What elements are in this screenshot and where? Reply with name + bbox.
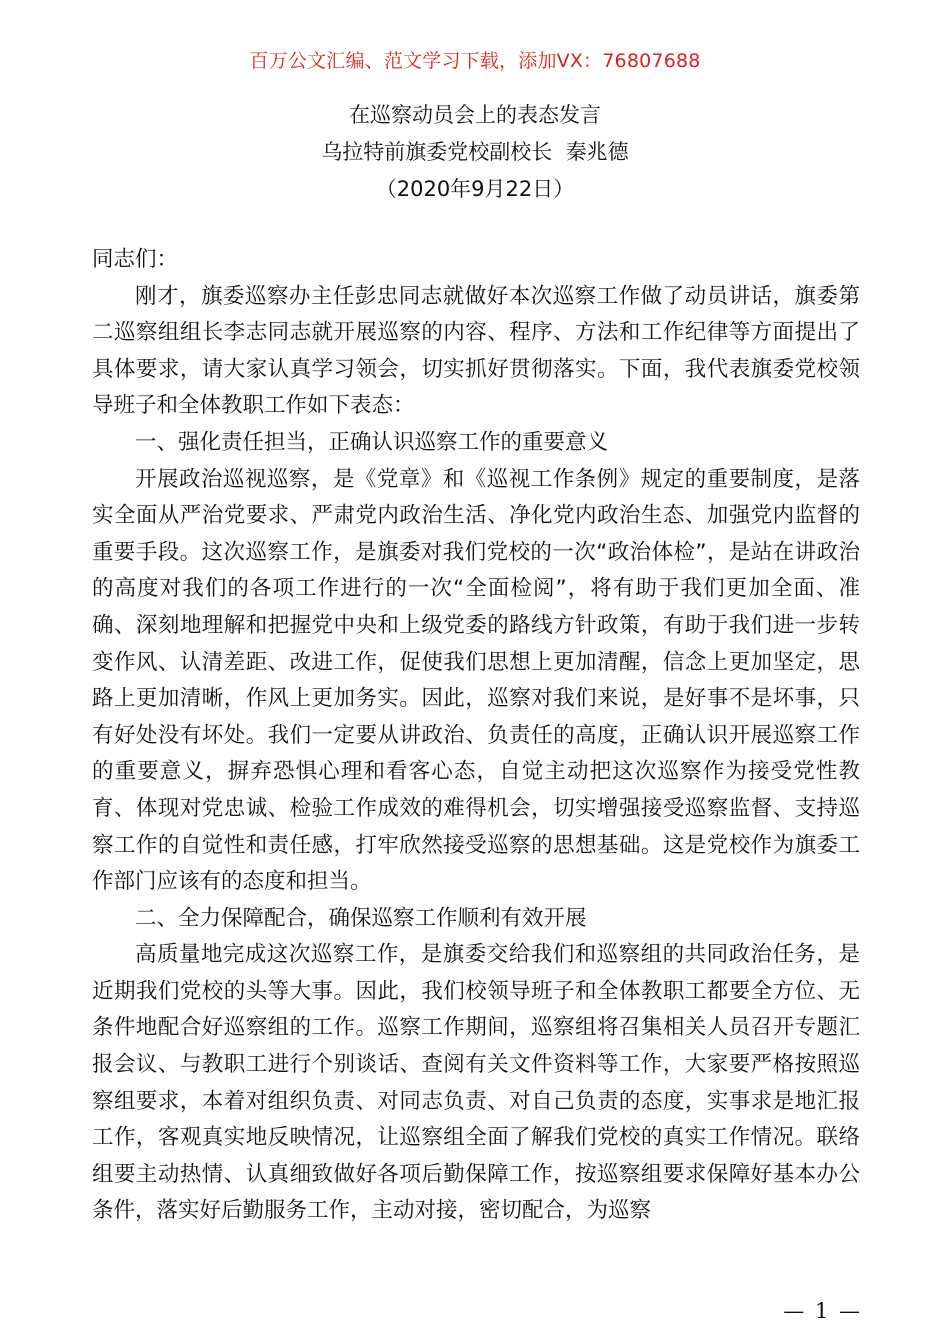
paragraph-section-1: 开展政治巡视巡察，是《党章》和《巡视工作条例》规定的重要制度，是落实全面从严治党要求、严肃党内政治生活、净化党内政治生态、加强党内监督的重要手段。这次巡察工作，是旗委对我们党校的一次“政治体检”，是站在讲政治的高度对我们的各项工作进行的一次“全面检阅”，将有助于我们更加全面、准确、深刻地理解和把握党中央和上级党委的路线方针政策，有助于我们进一步转变作风、认清差距、改进工作，促使我们思想上更加清醒，信念上更加坚定，思路上更加清晰，作风上更加务实。因此，巡察对我们来说，是好事不是坏事，只有好处没有坏处。我们一定要从讲政治、负责任的高度，正确认识开展巡察工作的重要意义，摒弃恐惧心理和看客心态，自觉主动把这次巡察作为接受党性教育、体现对党忠诚、检验工作成效的难得机会，切实增强接受巡察监督、支持巡察工作的自觉性和责任感，打牢欣然接受巡察的思想基础。这是党校作为旗委工作部门应该有的态度和担当。 xyxy=(92,466,860,895)
section-heading-2: 二、全力保障配合，确保巡察工作顺利有效开展 xyxy=(135,905,587,931)
document-date: （2020年9月22日） xyxy=(375,177,575,201)
salutation: 同志们： xyxy=(92,247,179,272)
paragraph-section-2: 高质量地完成这次巡察工作，是旗委交给我们和巡察组的共同政治任务，是近期我们党校的头等大事。因此，我们校领导班子和全体教职工都要全方位、无条件地配合好巡察组的工作。巡察工作期间，巡察组将召集相关人员召开专题汇报会议、与教职工进行个别谈话、查阅有关文件资料等工作，大家要严格按照巡察组要求，本着对组织负责、对同志负责、对自己负责的态度，实事求是地汇报工作，客观真实地反映情况，让巡察组全面了解我们党校的真实工作情况。联络组要主动热情、认真细致做好各项后勤保障工作，按巡察组要求保障好基本办公条件，落实好后勤服务工作，主动对接，密切配合，为巡察 xyxy=(92,942,860,1224)
section-heading-1: 一、强化责任担当，正确认识巡察工作的重要意义 xyxy=(135,429,609,455)
page-number: — 1 — xyxy=(783,1299,862,1323)
watermark-banner: 百万公文汇编、范文学习下载，添加VX：76807688 xyxy=(249,50,701,72)
document-author: 乌拉特前旗委党校副校长 秦兆德 xyxy=(321,140,629,164)
document-header xyxy=(0,97,950,208)
document-body xyxy=(92,242,860,1230)
document-title: 在巡察动员会上的表态发言 xyxy=(349,103,601,127)
paragraph-opening: 刚才，旗委巡察办主任彭忠同志就做好本次巡察工作做了动员讲话，旗委第二巡察组组长李志同志就开展巡察的内容、程序、方法和工作纪律等方面提出了具体要求，请大家认真学习领会，切实抓好贯彻落实。下面，我代表旗委党校领导班子和全体教职工作如下表态： xyxy=(92,283,860,419)
